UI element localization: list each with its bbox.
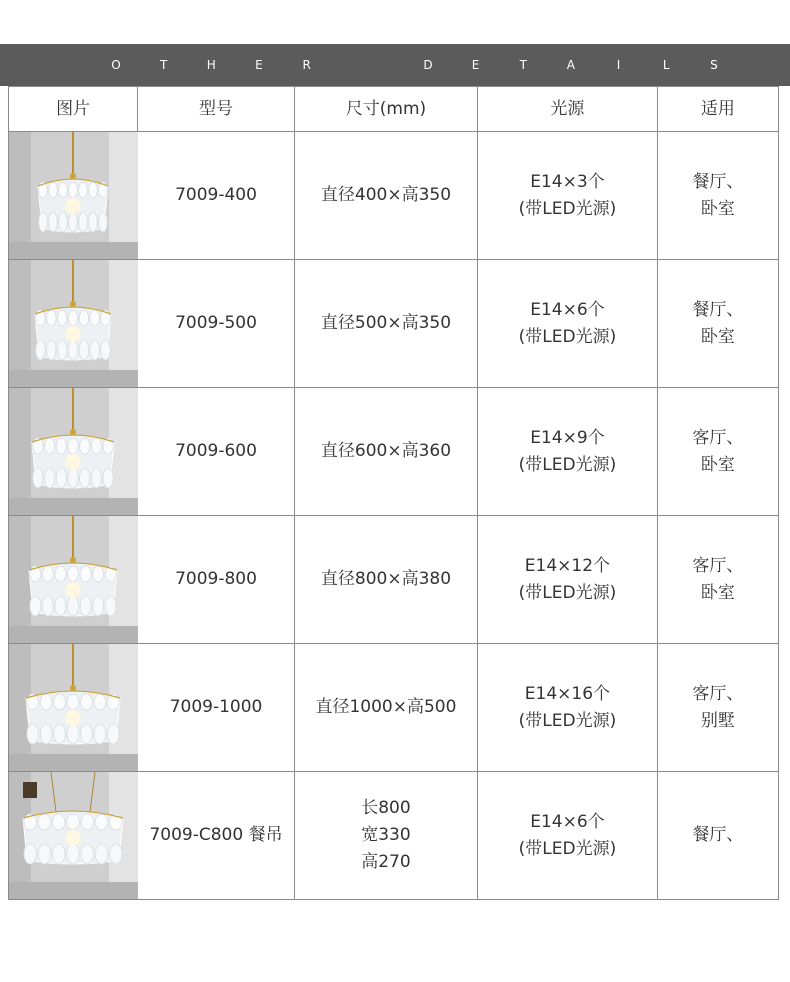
model-cell: 7009-800 bbox=[138, 516, 294, 644]
light-source-cell-line: E14×6个 bbox=[530, 299, 605, 320]
usage-cell-line: 客厅、 bbox=[692, 683, 744, 704]
chandelier-photo bbox=[9, 388, 138, 516]
model-cell: 7009-400 bbox=[138, 132, 294, 260]
light-source-cell-line: E14×3个 bbox=[530, 171, 605, 192]
usage-cell-line: 卧室 bbox=[700, 454, 735, 475]
chandelier-photo bbox=[9, 516, 138, 644]
usage-cell-line: 卧室 bbox=[700, 582, 735, 603]
banner-letter: E bbox=[471, 58, 480, 72]
banner-letter: T bbox=[519, 58, 527, 72]
details-table bbox=[8, 86, 779, 900]
light-source-cell-line: (带LED光源) bbox=[518, 198, 617, 219]
model-cell: 7009-1000 bbox=[138, 644, 294, 772]
light-source-cell-line: (带LED光源) bbox=[518, 582, 617, 603]
model-cell: 7009-500 bbox=[138, 260, 294, 388]
chandelier-photo bbox=[9, 644, 138, 772]
usage-cell bbox=[657, 260, 778, 388]
chandelier-image bbox=[9, 772, 138, 899]
table-row bbox=[9, 132, 779, 260]
size-cell bbox=[294, 260, 477, 388]
size-cell-line: 长800 bbox=[361, 798, 411, 818]
size-cell bbox=[294, 516, 477, 644]
usage-cell bbox=[657, 516, 778, 644]
header-model: 型号 bbox=[138, 87, 294, 132]
banner-letter: L bbox=[662, 58, 670, 72]
size-cell-line: 高270 bbox=[361, 852, 411, 872]
size-cell-line: 直径600×高360 bbox=[320, 441, 452, 461]
section-banner bbox=[0, 44, 790, 86]
chandelier-image bbox=[9, 260, 138, 387]
banner-letter: D bbox=[423, 58, 433, 72]
size-cell-line: 直径500×高350 bbox=[320, 313, 452, 333]
usage-cell-line: 餐厅、 bbox=[692, 299, 744, 320]
usage-cell bbox=[657, 644, 778, 772]
table-row bbox=[9, 388, 779, 516]
banner-letter: I bbox=[616, 58, 621, 72]
usage-cell-line: 卧室 bbox=[700, 198, 735, 219]
table-row bbox=[9, 260, 779, 388]
size-cell-line: 直径800×高380 bbox=[320, 569, 452, 589]
usage-cell-line: 卧室 bbox=[700, 326, 735, 347]
chandelier-photo bbox=[9, 260, 138, 388]
chandelier-photo bbox=[9, 772, 138, 900]
table-row bbox=[9, 772, 779, 900]
light-source-cell bbox=[478, 772, 657, 900]
size-cell-line: 直径1000×高500 bbox=[315, 697, 457, 717]
light-source-cell bbox=[478, 260, 657, 388]
light-source-cell-line: E14×16个 bbox=[524, 683, 611, 704]
banner-letter: O bbox=[111, 58, 121, 72]
banner-title bbox=[110, 44, 720, 86]
light-source-cell-line: (带LED光源) bbox=[518, 838, 617, 859]
usage-cell bbox=[657, 772, 778, 900]
banner-letter: T bbox=[159, 58, 168, 72]
chandelier-image bbox=[9, 132, 138, 259]
usage-cell-line: 餐厅、 bbox=[692, 825, 744, 845]
usage-cell bbox=[657, 388, 778, 516]
light-source-cell bbox=[478, 388, 657, 516]
banner-letter: R bbox=[302, 58, 311, 72]
usage-cell-line: 餐厅、 bbox=[692, 171, 744, 192]
size-cell bbox=[294, 772, 477, 900]
light-source-cell-line: E14×6个 bbox=[530, 811, 605, 832]
light-source-cell bbox=[478, 516, 657, 644]
light-source-cell bbox=[478, 644, 657, 772]
size-cell-line: 直径400×高350 bbox=[320, 185, 452, 205]
model-cell: 7009-C800 餐吊 bbox=[138, 772, 294, 900]
light-source-cell-line: E14×9个 bbox=[530, 427, 605, 448]
size-cell bbox=[294, 132, 477, 260]
table-row bbox=[9, 644, 779, 772]
table-row bbox=[9, 516, 779, 644]
table-header-row bbox=[9, 87, 779, 132]
light-source-cell-line: (带LED光源) bbox=[518, 326, 617, 347]
header-usage: 适用 bbox=[657, 87, 778, 132]
usage-cell-line: 客厅、 bbox=[692, 427, 744, 448]
usage-cell-line: 别墅 bbox=[700, 710, 735, 731]
banner-letter: H bbox=[206, 58, 216, 72]
header-size: 尺寸(mm) bbox=[294, 87, 477, 132]
light-source-cell bbox=[478, 132, 657, 260]
chandelier-image bbox=[9, 388, 138, 515]
header-light-source: 光源 bbox=[478, 87, 657, 132]
header-picture: 图片 bbox=[9, 87, 138, 132]
banner-letter: S bbox=[710, 58, 718, 72]
usage-cell bbox=[657, 132, 778, 260]
size-cell bbox=[294, 644, 477, 772]
light-source-cell-line: (带LED光源) bbox=[518, 710, 617, 731]
banner-letter: E bbox=[255, 58, 263, 72]
size-cell-line: 宽330 bbox=[361, 825, 411, 845]
size-cell bbox=[294, 388, 477, 516]
chandelier-image bbox=[9, 644, 138, 771]
light-source-cell-line: (带LED光源) bbox=[518, 454, 617, 475]
model-cell: 7009-600 bbox=[138, 388, 294, 516]
light-source-cell-line: E14×12个 bbox=[524, 555, 611, 576]
chandelier-image bbox=[9, 516, 138, 643]
usage-cell-line: 客厅、 bbox=[692, 555, 744, 576]
banner-letter: A bbox=[566, 58, 576, 72]
chandelier-photo bbox=[9, 132, 138, 260]
